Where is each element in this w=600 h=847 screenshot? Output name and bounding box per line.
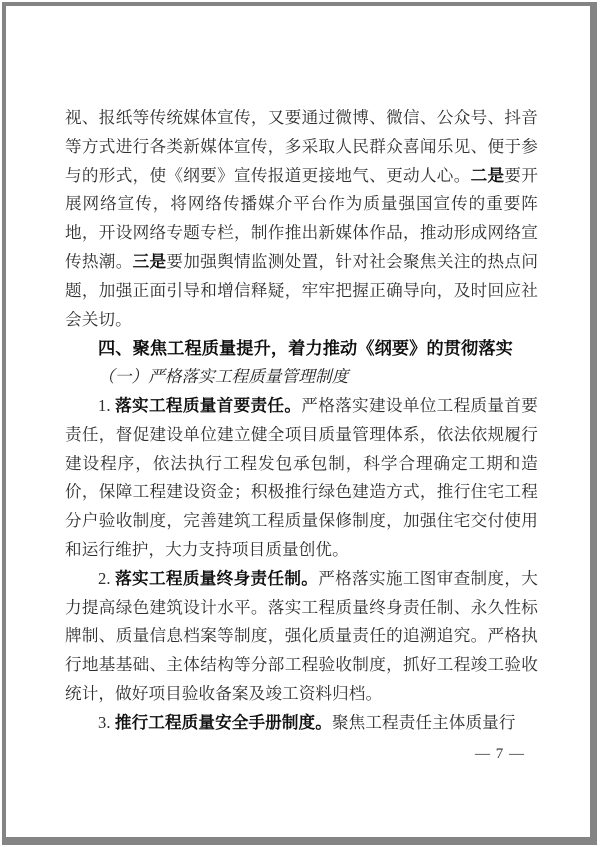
item-title: 落实工程质量终身责任制。 bbox=[115, 568, 319, 588]
item-body: 严格落实建设单位工程质量首要责任，督促建设单位建立健全项目质量管理体系，依法依规履行建设程序，依法执行工程发包承包制，科学合理确定工期和造价，保障工程建设资金；积极推行绿色建造方式，推行住宅工程分户验收制度，完善建筑工程质量保修制度，加强住宅交付使用和运行维护，大力支持项目质量创优。 bbox=[65, 395, 538, 559]
numbered-item-2 bbox=[65, 565, 538, 709]
emphasis-run-sanshi: 三是 bbox=[132, 251, 167, 271]
item-number: 1. bbox=[98, 395, 116, 415]
item-number: 3. bbox=[98, 712, 115, 732]
body-run: 要开展网络宣传，将网络传播媒介平台作为质量强国宣传的重要阵地，开设网络专题专栏，制作推出新媒体作品，推动形成网络宣传热潮。 bbox=[65, 165, 538, 271]
numbered-item-1 bbox=[65, 392, 538, 565]
paragraph-continued bbox=[65, 104, 538, 334]
item-body: 聚焦工程责任主体质量行 bbox=[331, 712, 516, 732]
item-title: 推行工程质量安全手册制度。 bbox=[114, 712, 332, 732]
body-run: 视、报纸等传统媒体宣传，又要通过微博、微信、公众号、抖音等方式进行各类新媒体宣传，多采取人民群众喜闻乐见、便于参与的形式，使《纲要》宣传报道更接地气、更动人心。 bbox=[65, 108, 538, 185]
section-heading: 四、聚焦工程质量提升，着力推动《纲要》的贯彻落实 bbox=[98, 338, 513, 359]
item-body: 严格落实施工图审查制度，大力提高绿色建筑设计水平。落实工程质量终身责任制、永久性标牌制、质量信息档案等制度，强化质量责任的追溯追究。严格执行地基基础、主体结构等分部工程验收制度，抓好工程竣工验收统计，做好项目验收备案及竣工资料归档。 bbox=[65, 568, 538, 703]
page-number: — 7 — bbox=[475, 746, 525, 762]
body-run: 要加强舆情监测处置，针对社会聚焦关注的热点问题，加强正面引导和增信释疑，牢牢把握正确导向，及时回应社会关切。 bbox=[65, 251, 539, 329]
numbered-item-3 bbox=[65, 709, 538, 738]
item-title: 落实工程质量首要责任。 bbox=[115, 395, 302, 415]
emphasis-run-erhshi: 二是 bbox=[470, 165, 505, 185]
subsection-heading: （一）严格落实工程质量管理制度 bbox=[98, 367, 349, 387]
page-content bbox=[65, 104, 538, 738]
item-number: 2. bbox=[98, 568, 116, 588]
